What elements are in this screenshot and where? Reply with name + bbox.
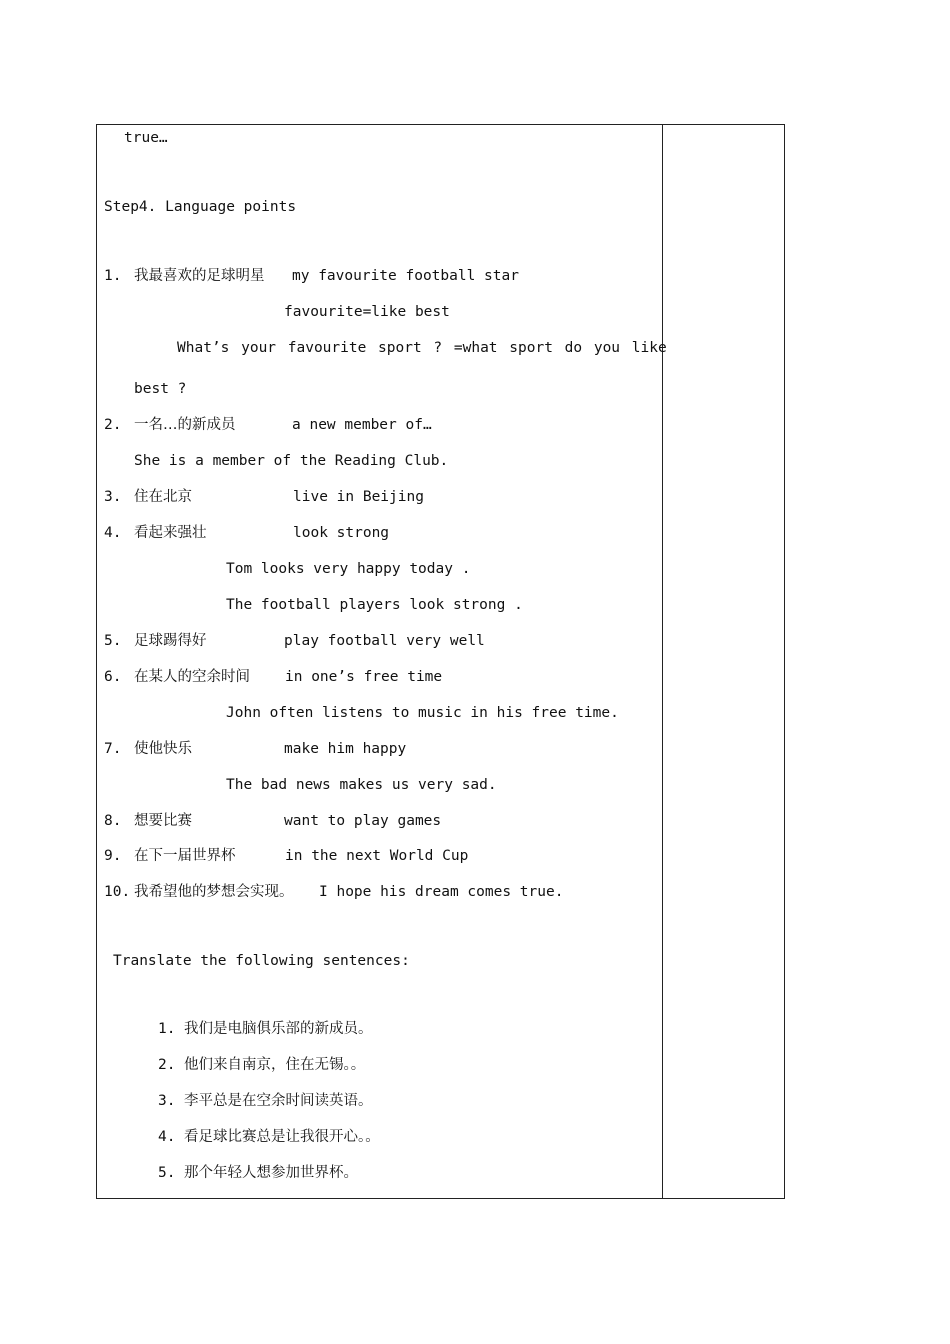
point-example: Tom looks very happy today . (226, 561, 471, 577)
point-chinese: 在下一届世界杯 (134, 848, 236, 864)
point-english: live in Beijing (293, 489, 424, 505)
point-chinese: 想要比赛 (134, 813, 192, 829)
point-number: 2. (104, 417, 122, 433)
point-chinese: 使他快乐 (134, 741, 192, 757)
exercise-sentence: 看足球比赛总是让我很开心。。 (184, 1129, 380, 1145)
point-english: my favourite football star (292, 268, 519, 284)
point-chinese: 我最喜欢的足球明星 (134, 268, 265, 284)
exercise-sentence: 李平总是在空余时间读英语。 (184, 1093, 373, 1109)
exercise-number: 2. (158, 1057, 176, 1073)
exercise-number: 1. (158, 1021, 176, 1037)
table-column-divider (662, 124, 663, 1199)
exercise-number: 3. (158, 1093, 176, 1109)
translate-heading: Translate the following sentences: (113, 953, 410, 969)
point-number: 1. (104, 268, 122, 284)
point-chinese: 看起来强壮 (134, 525, 207, 541)
point-number: 8. (104, 813, 122, 829)
point-number: 9. (104, 848, 122, 864)
point-number: 7. (104, 741, 122, 757)
point-example: The football players look strong . (226, 597, 523, 613)
point-example: She is a member of the Reading Club. (134, 453, 449, 469)
point-example: best ? (134, 381, 187, 397)
point-number: 10. (104, 884, 131, 900)
point-english: a new member of… (292, 417, 432, 433)
exercise-number: 5. (158, 1165, 176, 1181)
point-english: want to play games (284, 813, 442, 829)
point-number: 3. (104, 489, 122, 505)
point-number: 6. (104, 669, 122, 685)
exercise-sentence: 那个年轻人想参加世界杯。 (184, 1165, 358, 1181)
point-example: John often listens to music in his free time. (226, 705, 619, 721)
point-english: I hope his dream comes true. (319, 884, 564, 900)
point-example: The bad news makes us very sad. (226, 777, 497, 793)
point-chinese: 一名…的新成员 (134, 417, 236, 433)
exercise-sentence: 我们是电脑俱乐部的新成员。 (184, 1021, 373, 1037)
point-english: in the next World Cup (285, 848, 469, 864)
point-english: look strong (293, 525, 390, 541)
point-english: play football very well (284, 633, 485, 649)
point-number: 4. (104, 525, 122, 541)
point-number: 5. (104, 633, 122, 649)
point-english: make him happy (284, 741, 407, 757)
exercise-sentence: 他们来自南京，住在无锡。。 (184, 1057, 366, 1073)
point-english: in one’s free time (285, 669, 443, 685)
exercise-number: 4. (158, 1129, 176, 1145)
point-chinese: 我希望他的梦想会实现。 (134, 884, 294, 900)
step-heading: Step4. Language points (104, 199, 297, 215)
point-chinese: 住在北京 (134, 489, 192, 505)
point-chinese: 在某人的空余时间 (134, 669, 250, 685)
continued-text: true… (124, 130, 168, 146)
point-example: What’s your favourite sport ? =what sport do you like (177, 340, 667, 356)
point-definition: favourite=like best (284, 304, 450, 320)
point-chinese: 足球踢得好 (134, 633, 207, 649)
